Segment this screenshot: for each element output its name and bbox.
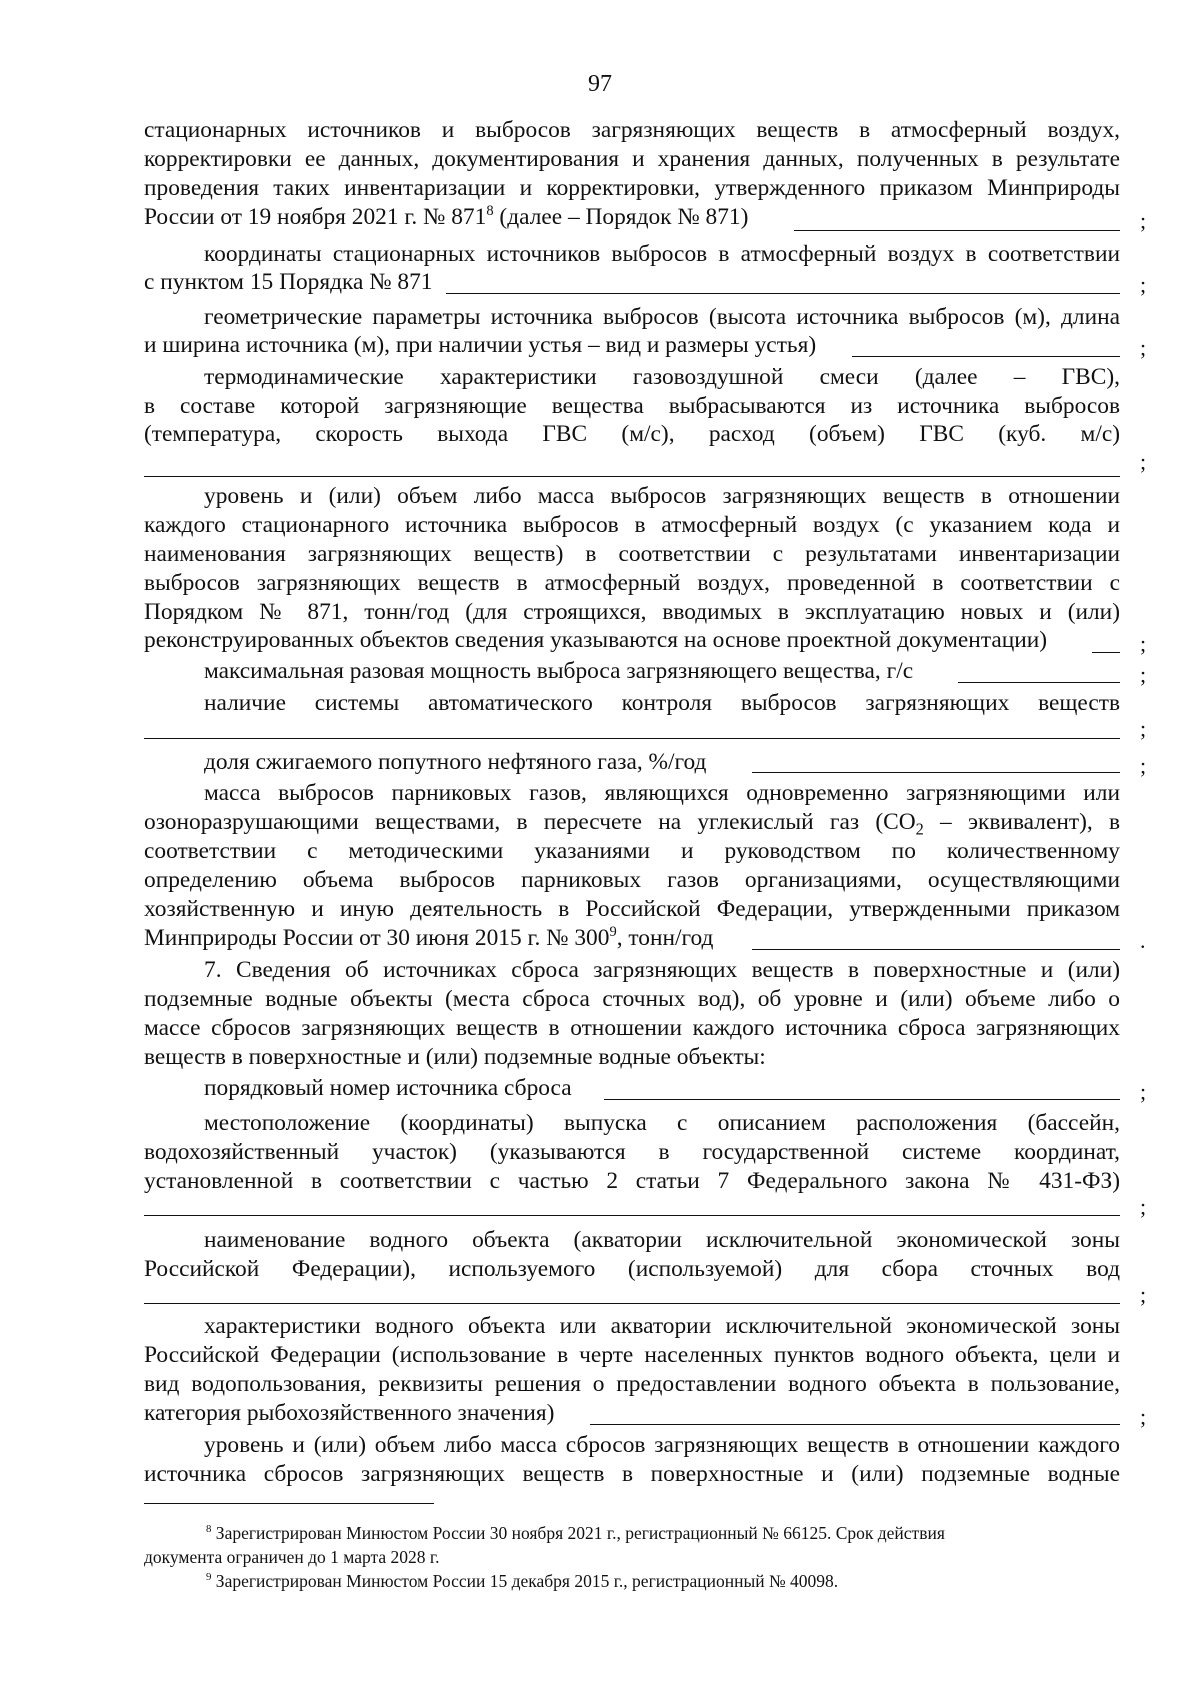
- text-line: наименования загрязняющих веществ) в соответствии с результатами инвентаризации: [144, 541, 1120, 567]
- text-line: наименование водного объекта (акватории исключительной экономической зоны: [204, 1227, 1120, 1253]
- footnote-8: [144, 1521, 1120, 1545]
- fill-in-line[interactable]: [144, 476, 1120, 477]
- text-line: Российской Федерации (использование в черте населенных пунктов водного объекта, цели и: [144, 1342, 1120, 1368]
- text-line: с пунктом 15 Порядка № 871: [144, 269, 433, 295]
- text-line: уровень и (или) объем либо масса выбросов загрязняющих веществ в отношении: [204, 483, 1120, 509]
- semicolon: ;: [1140, 449, 1147, 474]
- footnote-separator: [144, 1503, 434, 1504]
- text-line: термодинамические характеристики газовоздушной смеси (далее – ГВС),: [204, 364, 1120, 390]
- semicolon: ;: [1140, 753, 1147, 778]
- fill-in-line[interactable]: [144, 738, 1120, 739]
- text-line: каждого стационарного источника выбросов в атмосферный воздух (с указанием кода и: [144, 512, 1120, 538]
- text-line: порядковый номер источника сброса: [204, 1075, 572, 1101]
- text-segment: , тонн/год: [616, 925, 714, 951]
- semicolon: ;: [1140, 1404, 1147, 1429]
- text-segment: России от 19 ноября 2021 г. № 871: [144, 204, 487, 230]
- fill-in-line[interactable]: [144, 1303, 1120, 1304]
- text-line: и ширина источника (м), при наличии устья – вид и размеры устья): [144, 332, 817, 358]
- text-line: 7. Сведения об источниках сброса загрязняющих веществ в поверхностные и (или): [204, 957, 1120, 983]
- footnote-ref-9: 9: [609, 924, 617, 941]
- text-line: определению объема выбросов парниковых газов организациями, осуществляющими: [144, 867, 1120, 893]
- text-line: проведения таких инвентаризации и корректировки, утвержденного приказом Минприроды: [144, 175, 1120, 201]
- text-line: соответствии с методическими указаниями и руководством по количественному: [144, 838, 1120, 864]
- fill-in-line[interactable]: [604, 1099, 1120, 1100]
- fill-in-line[interactable]: [794, 230, 1120, 231]
- text-line: Российской Федерации), используемого (используемой) для сбора сточных вод: [144, 1256, 1120, 1282]
- text-line: уровень и (или) объем либо масса сбросов загрязняющих веществ в отношении каждого: [204, 1432, 1120, 1458]
- fill-in-line[interactable]: [958, 682, 1120, 683]
- text-line: геометрические параметры источника выбросов (высота источника выбросов (м), длина: [204, 304, 1120, 330]
- text-line: [144, 808, 1120, 837]
- subscript: 2: [915, 819, 924, 839]
- footnote-ref-8: 8: [486, 203, 494, 220]
- fill-in-line[interactable]: [446, 293, 1120, 294]
- text-line: характеристики водного объекта или акватории исключительной экономической зоны: [204, 1313, 1120, 1339]
- text-line: подземные водные объекты (места сброса сточных вод), об уровне и (или) объеме либо о: [144, 986, 1120, 1012]
- footnote-text: Зарегистрирован Минюстом России 30 ноября 2021 г., регистрационный № 66125. Срок действия: [211, 1523, 945, 1543]
- semicolon: ;: [1140, 1079, 1147, 1104]
- text-line: вид водопользования, реквизиты решения о предоставлении водного объекта в пользование,: [144, 1371, 1120, 1397]
- text-line: водохозяйственный участок) (указываются в государственной системе координат,: [144, 1139, 1120, 1165]
- text-line: выбросов загрязняющих веществ в атмосферный воздух, проведенной в соответствии с: [144, 570, 1120, 596]
- text-line: наличие системы автоматического контроля выбросов загрязняющих веществ: [204, 690, 1120, 716]
- fill-in-line[interactable]: [144, 1215, 1120, 1216]
- text-line: установленной в соответствии с частью 2 статьи 7 Федерального закона № 431-ФЗ): [144, 1168, 1120, 1194]
- text-segment: Минприроды России от 30 июня 2015 г. № 300: [144, 925, 610, 951]
- fill-in-line[interactable]: [752, 949, 1120, 950]
- text-line: реконструированных объектов сведения указываются на основе проектной документации): [144, 627, 1048, 653]
- text-line: массе сбросов загрязняющих веществ в отношении каждого источника сброса загрязняющих: [144, 1015, 1120, 1041]
- text-line: местоположение (координаты) выпуска с описанием расположения (бассейн,: [204, 1110, 1120, 1136]
- text-line: доля сжигаемого попутного нефтяного газа, %/год: [204, 749, 707, 775]
- semicolon: ;: [1140, 272, 1147, 297]
- fill-in-line[interactable]: [1092, 652, 1120, 653]
- text-line: в составе которой загрязняющие вещества выбрасываются из источника выбросов: [144, 393, 1120, 419]
- fill-in-line[interactable]: [590, 1424, 1120, 1425]
- text-segment: озоноразрушающими веществами, в пересчете на углекислый газ (CO: [144, 809, 916, 835]
- text-line: категория рыбохозяйственного значения): [144, 1400, 555, 1426]
- footnote-9: [144, 1569, 1120, 1593]
- fill-in-line[interactable]: [752, 772, 1120, 773]
- footnote-mark: 8: [206, 1523, 212, 1536]
- semicolon: ;: [1140, 716, 1147, 741]
- semicolon: ;: [1140, 662, 1147, 687]
- text-line: Порядком № 871, тонн/год (для строящихся, вводимых в эксплуатацию новых и (или): [144, 599, 1120, 625]
- text-line: источника сбросов загрязняющих веществ в поверхностные и (или) подземные водные: [144, 1461, 1120, 1487]
- text-line: координаты стационарных источников выбросов в атмосферный воздух в соответствии: [204, 241, 1120, 267]
- text-line: (температура, скорость выхода ГВС (м/с), расход (объем) ГВС (куб. м/с): [144, 421, 1120, 447]
- text-line: веществ в поверхностные и (или) подземные водные объекты:: [144, 1044, 766, 1070]
- semicolon: ;: [1140, 335, 1147, 360]
- text-line: стационарных источников и выбросов загрязняющих веществ в атмосферный воздух,: [144, 117, 1120, 143]
- footnote-text: Зарегистрирован Минюстом России 15 декабря 2015 г., регистрационный № 40098.: [211, 1571, 839, 1591]
- footnote-8-cont: документа ограничен до 1 марта 2028 г.: [144, 1547, 440, 1567]
- semicolon: ;: [1140, 1282, 1147, 1307]
- text-segment: (далее – Порядок № 871): [499, 204, 749, 230]
- page-number: 97: [588, 71, 612, 97]
- text-line: [144, 203, 748, 232]
- text-line: хозяйственную и иную деятельность в Российской Федерации, утвержденными приказом: [144, 896, 1120, 922]
- semicolon: ;: [1140, 208, 1147, 233]
- period: .: [1140, 928, 1146, 953]
- semicolon: ;: [1140, 631, 1147, 656]
- text-segment: – эквивалент), в: [923, 809, 1120, 835]
- fill-in-line[interactable]: [852, 356, 1120, 357]
- semicolon: ;: [1140, 1194, 1147, 1219]
- text-line: корректировки ее данных, документирования и хранения данных, полученных в результате: [144, 146, 1120, 172]
- text-line: максимальная разовая мощность выброса загрязняющего вещества, г/с: [204, 658, 914, 684]
- footnote-mark: 9: [206, 1571, 212, 1584]
- text-line: масса выбросов парниковых газов, являющихся одновременно загрязняющими или: [204, 780, 1120, 806]
